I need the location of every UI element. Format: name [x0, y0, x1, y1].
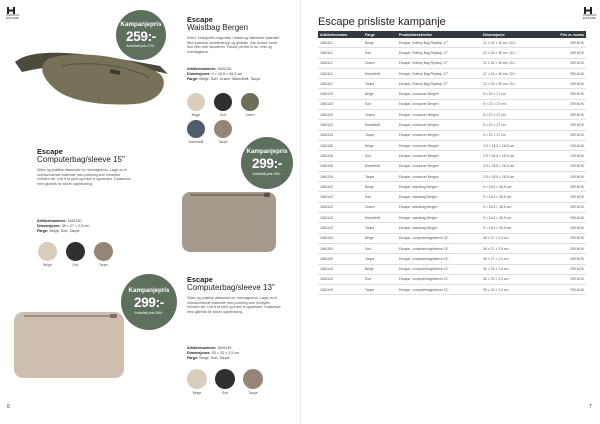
spec-colors: Beige, Sort, Taupe: [49, 228, 80, 233]
swatch-name: Beige: [192, 391, 202, 395]
table-cell: 1681133: [318, 120, 363, 130]
table-cell: Sort: [363, 151, 397, 161]
table-cell: 199 NOK: [546, 171, 586, 181]
campaign-label: Kampanjepris: [246, 148, 288, 155]
table-cell: 1681149: [318, 264, 363, 274]
table-cell: Grønn: [363, 58, 397, 68]
column-header: Artikkelnummer: [318, 31, 363, 38]
table-cell: Escape, waistbag Bergen: [397, 202, 481, 212]
spec-article: 1681149: [217, 346, 232, 350]
table-row: [318, 38, 586, 48]
color-swatch: [214, 369, 236, 395]
table-cell: 1681136: [318, 171, 363, 181]
table-cell: Taupe: [363, 285, 397, 295]
table-cell: Escape, waistbag Bergen: [397, 213, 481, 223]
table-cell: Escape, computerbag/sleeve 15": [397, 243, 481, 253]
table-cell: 199 NOK: [546, 140, 586, 150]
column-header: Produktbeskrivelse: [397, 31, 481, 38]
table-row: [318, 202, 586, 212]
table-cell: Taupe: [363, 223, 397, 233]
table-cell: Beige: [363, 89, 397, 99]
table-cell: 9 × 16,5 × 36,5 cm: [481, 202, 546, 212]
table-row: [318, 171, 586, 181]
table-cell: 259 NOK: [546, 202, 586, 212]
column-header: Pris m. moms: [546, 31, 586, 38]
table-cell: 1681133: [318, 130, 363, 140]
table-cell: 9 × 16,5 × 36,5 cm: [481, 223, 546, 233]
table-cell: 1681136: [318, 161, 363, 171]
brand-logo: [6, 7, 20, 21]
table-cell: 38 × 27 × 2,5 cm: [481, 243, 546, 253]
spec-dimensions-label: Dimensjoner:: [187, 71, 211, 76]
swatch-dot: [214, 120, 232, 138]
table-row: [318, 48, 586, 58]
table-cell: 2,5 × 18,5 × 18,5 cm: [481, 171, 546, 181]
product-specs: [187, 67, 287, 81]
spec-dimensions: 35 × 23 × 2,5 cm: [211, 350, 240, 355]
table-cell: Taupe: [363, 79, 397, 89]
product-title-sleeve13: [187, 276, 275, 292]
table-cell: 259 NOK: [546, 192, 586, 202]
brand-logo: [583, 7, 597, 21]
product-specs: [37, 219, 137, 233]
table-cell: Escape, Rolltop Bag Ripstop 17": [397, 79, 481, 89]
table-cell: Escape, Rolltop Bag Ripstop 17": [397, 48, 481, 58]
table-cell: Taupe: [363, 130, 397, 140]
table-cell: Grønn: [363, 202, 397, 212]
swatch-dot: [187, 120, 205, 138]
swatch-name: Sort: [219, 113, 227, 117]
table-cell: 12 × 43 × 30 cm, 20 L: [481, 68, 546, 78]
product-brand: Escape: [37, 147, 63, 156]
table-cell: Beige: [363, 140, 397, 150]
spec-dimensions-label: Dimensjoner:: [37, 223, 61, 228]
campaign-price: 299:-: [251, 156, 282, 171]
table-cell: 35 × 23 × 2,5 cm: [481, 274, 546, 284]
product-title-sleeve15: [37, 148, 125, 164]
table-cell: Taupe: [363, 171, 397, 181]
color-swatch: [240, 93, 260, 117]
table-row: [318, 213, 586, 223]
table-cell: 299 NOK: [546, 233, 586, 243]
price-list-table: [318, 31, 586, 295]
swatch-dot: [66, 242, 85, 261]
table-row: [318, 58, 586, 68]
table-cell: 12 × 43 × 30 cm, 20 L: [481, 48, 546, 58]
table-cell: 38 × 27 × 2,5 cm: [481, 233, 546, 243]
table-cell: 38 × 27 × 2,5 cm: [481, 254, 546, 264]
campaign-label: Kampanjepris: [120, 21, 162, 28]
table-row: [318, 79, 586, 89]
table-cell: Marineblå: [363, 161, 397, 171]
table-row: [318, 182, 586, 192]
table-cell: 259 NOK: [546, 99, 586, 109]
table-cell: 1681142: [318, 202, 363, 212]
table-cell: 299 NOK: [546, 274, 586, 284]
table-cell: 199 NOK: [546, 161, 586, 171]
table-cell: 399 NOK: [546, 48, 586, 58]
product-image-waistbag: [10, 44, 180, 114]
color-swatch: [65, 242, 86, 267]
table-cell: 2,5 × 18,5 × 18,5 cm: [481, 140, 546, 150]
swatch-dot: [38, 242, 57, 261]
table-cell: Escape, crossover Bergen: [397, 151, 481, 161]
table-cell: Escape, computerbag/sleeve 13": [397, 274, 481, 284]
table-cell: Sort: [363, 99, 397, 109]
spec-colors-label: Farge:: [37, 228, 49, 233]
table-row: [318, 254, 586, 264]
table-cell: 35 × 23 × 2,5 cm: [481, 264, 546, 274]
spec-dimensions: 9 × 16,5 × 36,5 cm: [211, 71, 243, 76]
table-cell: 9 × 16,5 × 36,5 cm: [481, 213, 546, 223]
table-row: [318, 264, 586, 274]
swatch-name: Taupe: [248, 391, 258, 395]
swatch-dot: [187, 369, 207, 389]
table-cell: 1681110: [318, 68, 363, 78]
table-row: [318, 130, 586, 140]
spec-colors: Beige, Sort, Grønn, Marineblå, Taupe: [199, 76, 261, 81]
product-specs: [187, 346, 287, 360]
table-cell: Taupe: [363, 254, 397, 264]
brand-logo-text: CAMPUS ESCAPE: [583, 13, 597, 21]
spec-colors-label: Farge:: [187, 76, 199, 81]
table-row: [318, 161, 586, 171]
table-cell: Escape, Rolltop Bag Ripstop 17": [397, 58, 481, 68]
column-header: Dimensjoner: [481, 31, 546, 38]
spec-article: 1681150: [67, 219, 82, 223]
table-cell: 1681142: [318, 192, 363, 202]
table-cell: 259 NOK: [546, 130, 586, 140]
swatch-name: Beige: [191, 113, 201, 117]
recommended-price: Anbefalt pris 399:-: [134, 311, 164, 315]
table-cell: Sort: [363, 274, 397, 284]
swatch-dot: [187, 93, 205, 111]
table-cell: 1681110: [318, 58, 363, 68]
product-image-sleeve13: [12, 308, 128, 380]
table-cell: 1681150: [318, 243, 363, 253]
table-cell: 9 × 16,5 × 36,5 cm: [481, 182, 546, 192]
table-cell: 259 NOK: [546, 89, 586, 99]
table-cell: 1681142: [318, 213, 363, 223]
table-row: [318, 99, 586, 109]
page-title: Escape prisliste kampanje: [318, 16, 446, 28]
product-title-waistbag: [187, 16, 248, 32]
table-cell: Marineblå: [363, 213, 397, 223]
product-name: Computerbag/sleeve 15": [37, 155, 125, 165]
table-row: [318, 140, 586, 150]
table-body: [318, 38, 586, 295]
table-cell: 1681133: [318, 110, 363, 120]
table-cell: 399 NOK: [546, 38, 586, 48]
table-cell: 259 NOK: [546, 110, 586, 120]
table-row: [318, 243, 586, 253]
product-name: Waistbag Bergen: [187, 23, 249, 33]
table-cell: Escape, computerbag/sleeve 15": [397, 254, 481, 264]
table-cell: Escape, waistbag Bergen: [397, 223, 481, 233]
price-badge-sleeve15: [241, 137, 293, 189]
swatch-name: Taupe: [218, 140, 228, 144]
spec-article-label: Artikkelnummer:: [187, 346, 217, 350]
table-cell: 35 × 23 × 2,5 cm: [481, 285, 546, 295]
table-row: [318, 110, 586, 120]
product-brand: Escape: [187, 275, 213, 284]
table-cell: 259 NOK: [546, 213, 586, 223]
table-cell: 2,5 × 18,5 × 18,5 cm: [481, 161, 546, 171]
table-cell: Escape, crossover Bergen: [397, 89, 481, 99]
table-cell: 299 NOK: [546, 243, 586, 253]
table-cell: 1681110: [318, 79, 363, 89]
price-badge-sleeve13: [121, 274, 177, 330]
color-swatch: [186, 120, 206, 144]
swatch-dot: [94, 242, 113, 261]
table-cell: Grønn: [363, 110, 397, 120]
table-cell: 1681149: [318, 274, 363, 284]
table-cell: Escape, crossover Bergen: [397, 130, 481, 140]
recommended-price: Anbefalt pris 399:-: [252, 172, 282, 176]
table-cell: 1681133: [318, 99, 363, 109]
table-cell: Escape, crossover Bergen: [397, 99, 481, 109]
table-cell: 5 × 22 × 17 cm: [481, 110, 546, 120]
spec-colors: Beige, Sort, Taupe: [199, 355, 230, 360]
table-cell: 2,5 × 18,5 × 18,5 cm: [481, 151, 546, 161]
table-cell: 299 NOK: [546, 285, 586, 295]
column-header: Farge: [363, 31, 397, 38]
table-cell: 1681136: [318, 151, 363, 161]
color-swatch: [242, 369, 264, 395]
spec-dimensions: 38 × 27 × 2,5 cm: [61, 223, 90, 228]
table-cell: 5 × 22 × 17 cm: [481, 99, 546, 109]
table-cell: 399 NOK: [546, 79, 586, 89]
table-row: [318, 120, 586, 130]
swatch-dot: [214, 93, 232, 111]
swatch-name: Beige: [43, 263, 52, 267]
table-cell: 5 × 22 × 17 cm: [481, 120, 546, 130]
product-description: Sliten og praktisk dataveske for hverdagsbruk. Laget av et vannavvisende materiale med polstring som beskytter enheten din. Lett å ta med og enkel å oppbevare. Dataveske med glidelås for sikker oppbevaring.: [37, 168, 131, 186]
campaign-price: 299:-: [133, 295, 164, 310]
table-cell: 399 NOK: [546, 68, 586, 78]
spec-article: 1681130: [217, 67, 232, 71]
table-cell: 12 × 43 × 30 cm, 20 L: [481, 38, 546, 48]
table-cell: Escape, crossover Bergen: [397, 140, 481, 150]
color-swatch: [37, 242, 58, 267]
campaign-label: Kampanjepris: [128, 287, 170, 294]
table-row: [318, 285, 586, 295]
table-cell: 399 NOK: [546, 58, 586, 68]
color-swatch: [186, 369, 208, 395]
table-cell: 1681142: [318, 223, 363, 233]
table-cell: 5 × 22 × 17 cm: [481, 89, 546, 99]
spec-article-label: Artikkelnummer:: [37, 219, 67, 223]
table-cell: 1681142: [318, 182, 363, 192]
spec-article-label: Artikkelnummer:: [187, 67, 217, 71]
product-description: Sliten og praktisk dataveske for hverdagsbruk. Laget av et vannavvisende materiale med polstring som beskytter enheten din. Lett å ta med og enkel å oppbevare. Dataveske med glidelås for sikker oppbevaring.: [187, 296, 281, 314]
swatch-name: Sort: [72, 263, 79, 267]
table-cell: Escape, computerbag/sleeve 15": [397, 233, 481, 243]
table-cell: Escape, Rolltop Bag Ripstop 17": [397, 38, 481, 48]
table-row: [318, 68, 586, 78]
swatch-dot: [241, 93, 259, 111]
table-cell: 12 × 43 × 30 cm, 20 L: [481, 58, 546, 68]
recommended-price: Anbefalt pris 379:-: [126, 44, 156, 48]
table-row: [318, 274, 586, 284]
table-cell: Beige: [363, 233, 397, 243]
table-cell: Marineblå: [363, 120, 397, 130]
color-swatch: [186, 93, 206, 117]
table-cell: Sort: [363, 48, 397, 58]
table-cell: 1681149: [318, 285, 363, 295]
campaign-price: 259:-: [125, 29, 156, 44]
table-cell: Escape, crossover Bergen: [397, 110, 481, 120]
table-cell: 12 × 43 × 30 cm, 20 L: [481, 79, 546, 89]
table-cell: 1681136: [318, 140, 363, 150]
table-cell: Escape, Rolltop Bag Ripstop 17": [397, 68, 481, 78]
table-cell: 259 NOK: [546, 120, 586, 130]
table-cell: 259 NOK: [546, 182, 586, 192]
product-name: Computerbag/sleeve 13": [187, 283, 275, 293]
product-image-sleeve15: [180, 186, 280, 254]
spec-colors-label: Farge:: [187, 355, 199, 360]
table-cell: 199 NOK: [546, 151, 586, 161]
table-row: [318, 223, 586, 233]
table-cell: 299 NOK: [546, 264, 586, 274]
table-header-row: [318, 31, 586, 38]
swatch-name: Grønn: [245, 113, 255, 117]
table-cell: Beige: [363, 182, 397, 192]
table-cell: Escape, crossover Bergen: [397, 120, 481, 130]
color-swatch: [213, 120, 233, 144]
table-cell: Escape, computerbag/sleeve 13": [397, 285, 481, 295]
table-cell: 9 × 16,5 × 36,5 cm: [481, 192, 546, 202]
table-cell: 1681150: [318, 233, 363, 243]
table-cell: 1681110: [318, 48, 363, 58]
table-cell: Marineblå: [363, 68, 397, 78]
table-cell: Escape, computerbag/sleeve 13": [397, 264, 481, 274]
table-cell: Escape, crossover Bergen: [397, 171, 481, 181]
swatch-name: Taupe: [98, 263, 109, 267]
color-swatch: [93, 242, 114, 267]
table-row: [318, 233, 586, 243]
table-cell: Beige: [363, 38, 397, 48]
table-cell: 299 NOK: [546, 254, 586, 264]
brand-logo-text: CAMPUS ESCAPE: [6, 13, 20, 21]
product-brand: Escape: [187, 15, 213, 24]
right-page: [300, 0, 600, 424]
table-cell: 1681133: [318, 89, 363, 99]
color-swatch: [213, 93, 233, 117]
table-cell: Escape, crossover Bergen: [397, 161, 481, 171]
table-cell: Sort: [363, 192, 397, 202]
table-row: [318, 151, 586, 161]
table-cell: Sort: [363, 243, 397, 253]
product-description: Enkel, funksjonell magevesk i tidløst og slitesterkt materiale. Med justerbar skulderstropp og glidelås. Kan brukes rundt livet eller over skulderen. Passer perfekt til tur, reise og hverdagsbruk.: [187, 36, 281, 54]
swatch-name: Marineblå: [188, 140, 204, 144]
page-number: 7: [589, 404, 592, 410]
table-row: [318, 89, 586, 99]
swatch-dot: [215, 369, 235, 389]
table-cell: 1681110: [318, 38, 363, 48]
spec-dimensions-label: Dimensjoner:: [187, 350, 211, 355]
table-cell: Escape, waistbag Bergen: [397, 182, 481, 192]
table-cell: 5 × 22 × 17 cm: [481, 130, 546, 140]
page-number: 6: [7, 404, 10, 410]
table-cell: Beige: [363, 264, 397, 274]
table-cell: 1681150: [318, 254, 363, 264]
swatch-name: Sort: [221, 391, 229, 395]
swatch-dot: [243, 369, 263, 389]
table-cell: Escape, waistbag Bergen: [397, 192, 481, 202]
table-cell: 259 NOK: [546, 223, 586, 233]
table-row: [318, 192, 586, 202]
